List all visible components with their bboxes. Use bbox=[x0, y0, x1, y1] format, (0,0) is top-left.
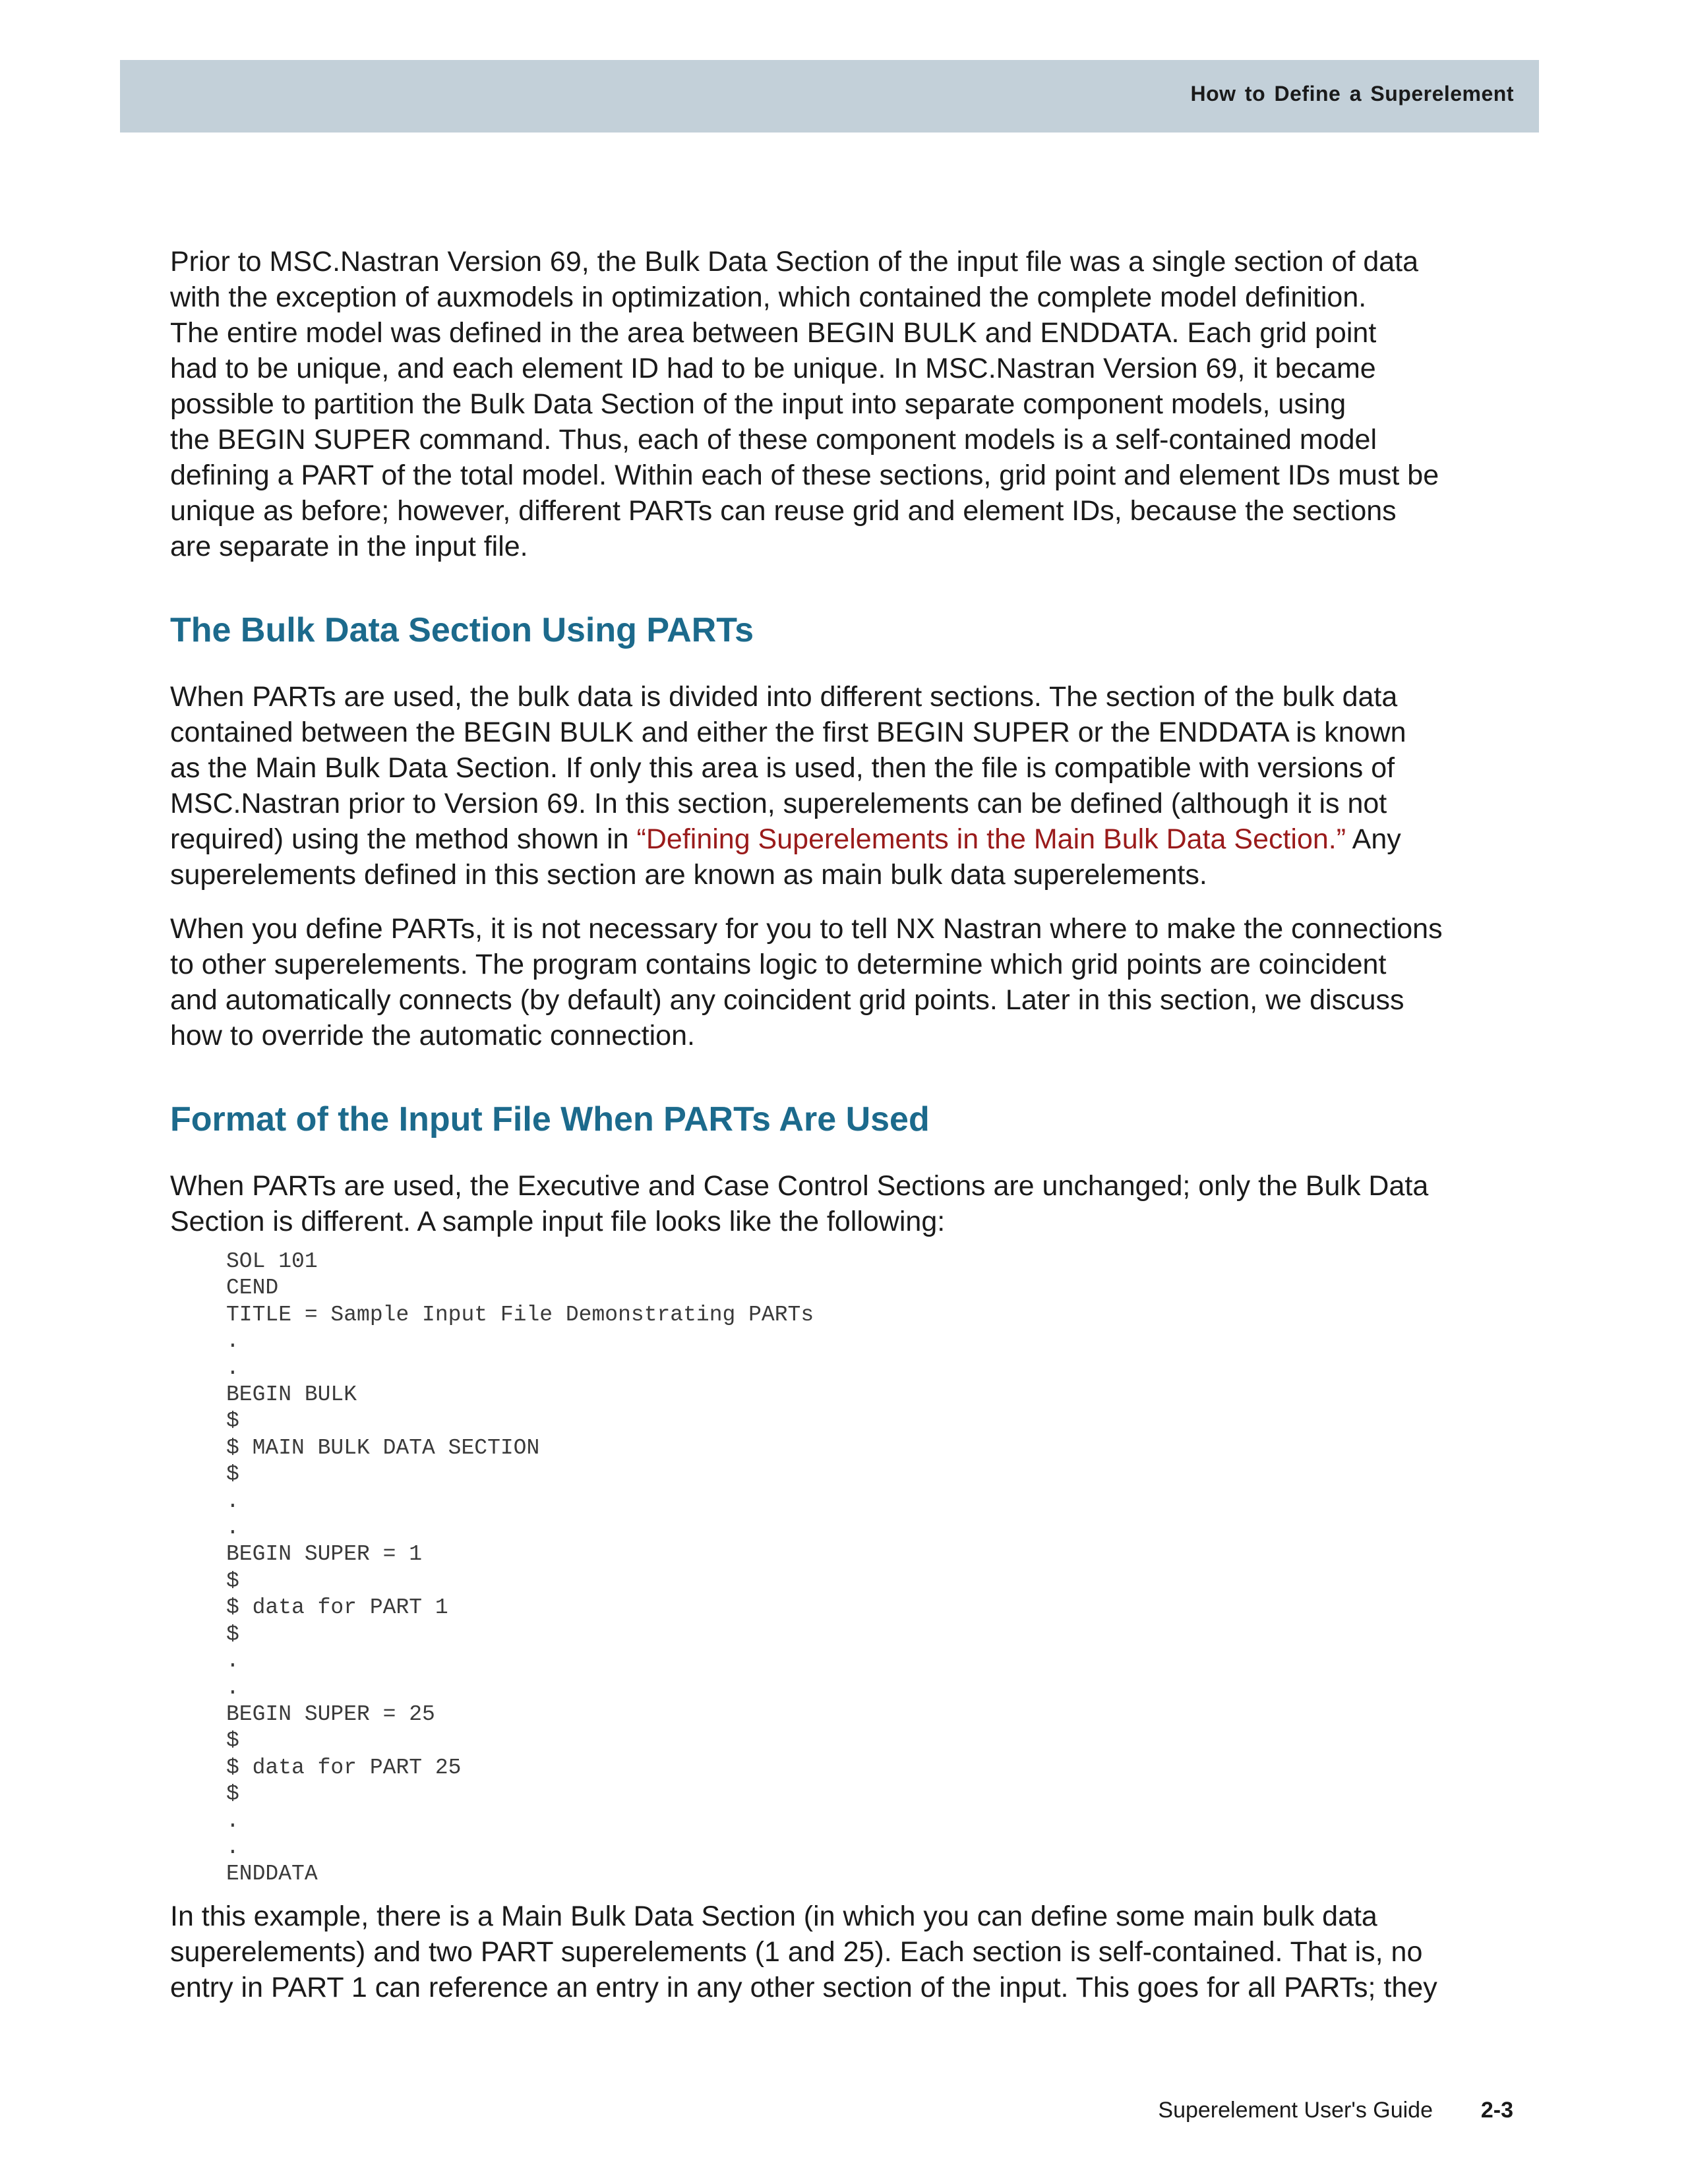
section-heading-input-file-format: Format of the Input File When PARTs Are Used bbox=[170, 1100, 930, 1138]
section-heading-bulk-data-parts: The Bulk Data Section Using PARTs bbox=[170, 611, 754, 649]
section1-paragraph-2: When you define PARTs, it is not necessary for you to tell NX Nastran where to make the connections to other superelements. The program contains logic to determine which grid points are coincident and automatically connects (by default) any coincident grid points. Later in this section, we discuss how to override the automatic connection. bbox=[170, 913, 1443, 1051]
intro-paragraph: Prior to MSC.Nastran Version 69, the Bulk Data Section of the input file was a single section of data with the exception of auxmodels in optimization, which contained the complete model definition. The entire model was defined in the area between BEGIN BULK and ENDDATA. Each grid point had to be unique, and each element ID had to be unique. In MSC.Nastran Version 69, it became possible to partition the Bulk Data Section of the input into separate component models, using the BEGIN SUPER command. Thus, each of these component models is a self-contained model defining a PART of the total model. Within each of these sections, grid point and element IDs must be unique as before; however, different PARTs can reuse grid and element IDs, because the sections are separate in the input file. bbox=[170, 246, 1439, 562]
code-sample: SOL 101 CEND TITLE = Sample Input File Demonstrating PARTs . . BEGIN BULK $ $ MAIN BULK DATA SECTION $ . . BEGIN SUPER = 1 $ $ data for PART 1 $ . . BEGIN SUPER = 25 $ $ data for PART 25 $ . . ENDDATA bbox=[226, 1249, 814, 1887]
section2-paragraph-2: In this example, there is a Main Bulk Data Section (in which you can define some main bulk data superelements) and two PART superelements (1 and 25). Each section is self-contained. That is, no entry in PART 1 can reference an entry in any other section of the input. This goes for all PARTs; they bbox=[170, 1900, 1437, 2003]
page-body bbox=[170, 244, 1522, 2005]
page-footer bbox=[0, 2098, 1688, 2131]
cross-reference-link[interactable]: “Defining Superelements in the Main Bulk Data Section.” bbox=[636, 823, 1346, 855]
section1-paragraph-1 bbox=[170, 679, 1522, 893]
footer-book-title: Superelement User's Guide bbox=[1158, 2098, 1433, 2123]
running-head-title: How to Define a Superelement bbox=[1190, 82, 1514, 105]
footer-page-number: 2-3 bbox=[1480, 2098, 1513, 2123]
section2-paragraph-1: When PARTs are used, the Executive and Case Control Sections are unchanged; only the Bulk Data Section is different. A sample input file looks like the following: bbox=[170, 1170, 1429, 1237]
running-header-band bbox=[120, 60, 1539, 133]
section1-paragraph-1-text-before: When PARTs are used, the bulk data is divided into different sections. The section of the bulk data contained between the BEGIN BULK and either the first BEGIN SUPER or the ENDDATA is known as the Main Bulk Data Section. If only this area is used, then the file is compatible with versions of MSC.Nastran prior to Version 69. In this section, superelements can be defined (although it is not required) using the method shown in bbox=[170, 681, 1406, 855]
section1-paragraph-1-text-after: Any superelements defined in this section are known as main bulk data superelements. bbox=[170, 823, 1401, 891]
